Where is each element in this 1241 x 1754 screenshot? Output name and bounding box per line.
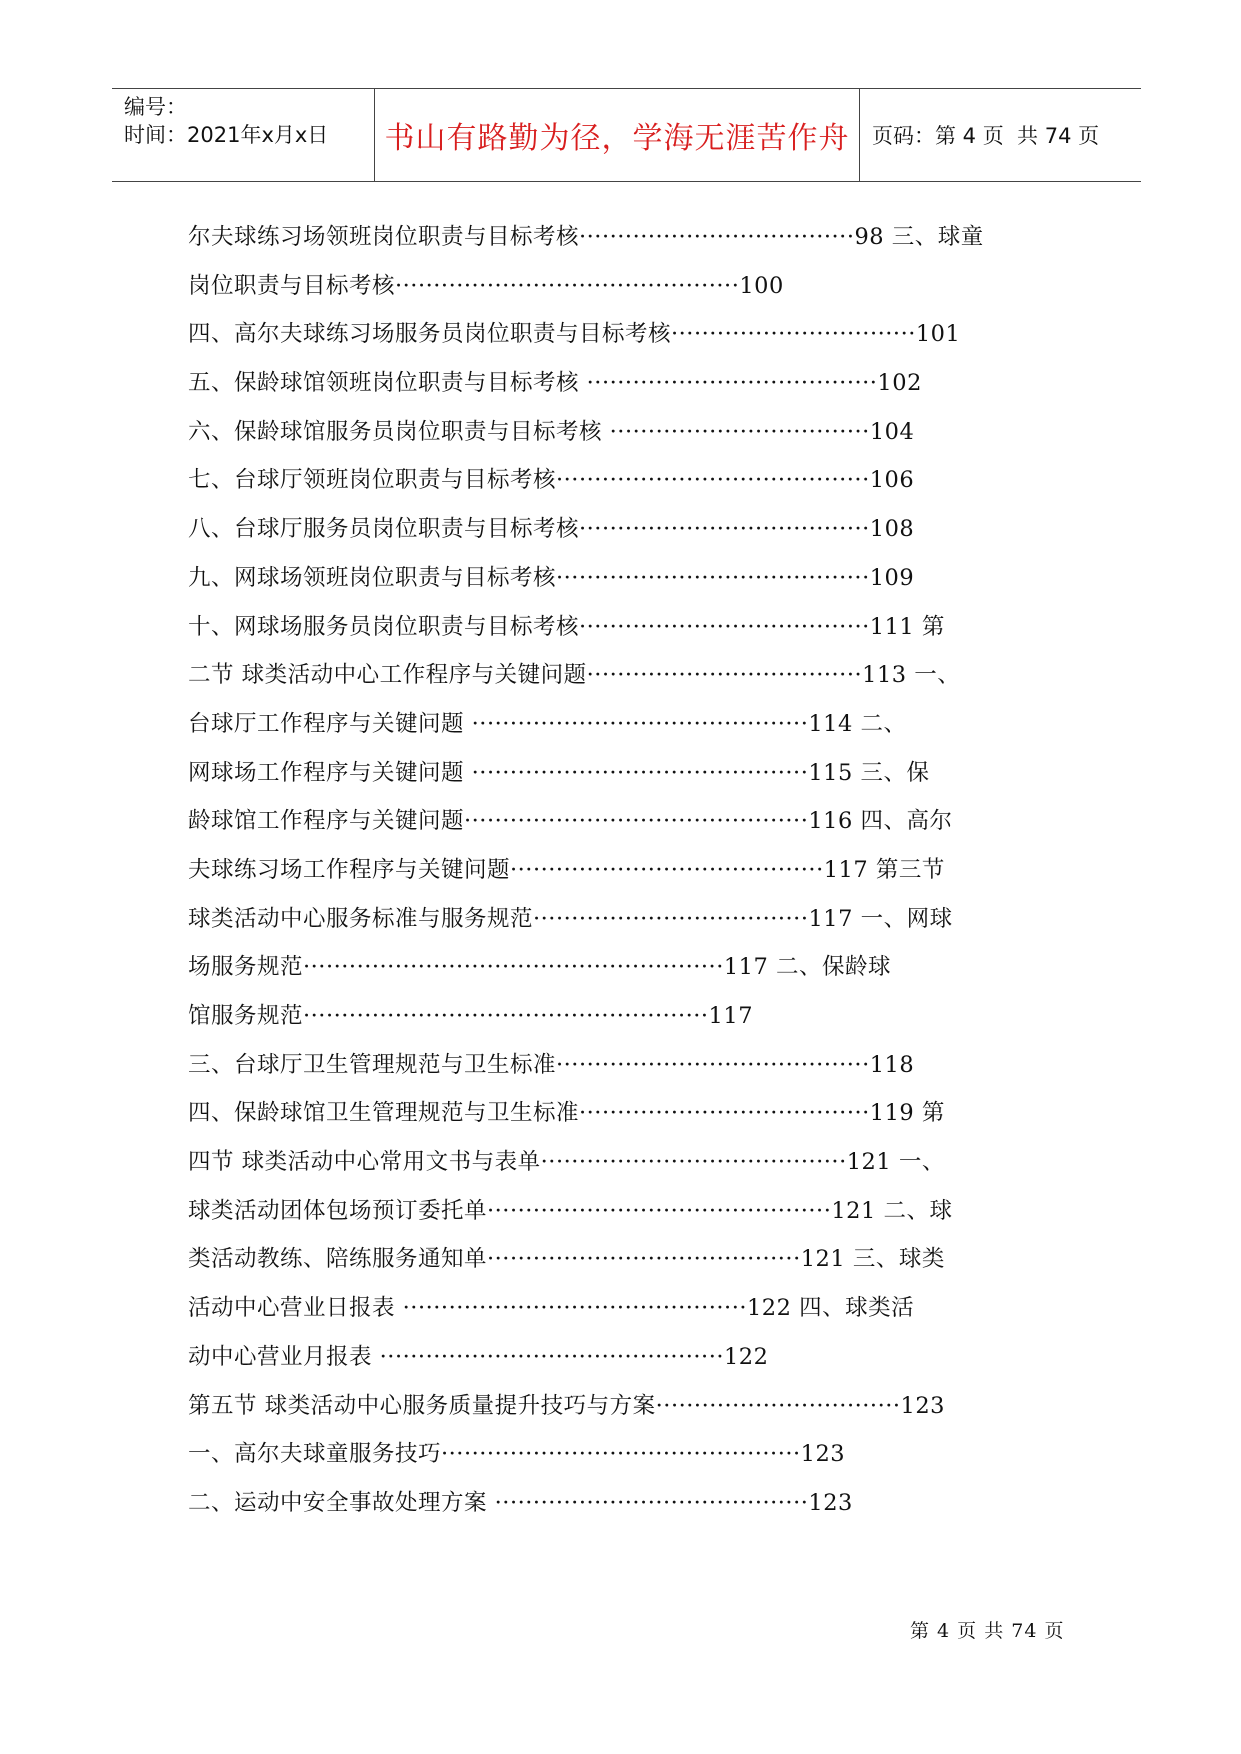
doc-number-label: 编号： bbox=[124, 95, 187, 119]
document-header bbox=[112, 88, 1141, 182]
header-meta bbox=[112, 89, 374, 181]
toc-entry[interactable]: 五、保龄球馆领班岗位职责与目标考核 ······································102 bbox=[188, 370, 922, 397]
toc-entry[interactable]: 七、台球厅领班岗位职责与目标考核·········································106 bbox=[188, 467, 915, 494]
toc-entry[interactable]: 类活动教练、陪练服务通知单·········································121 三、球类 bbox=[188, 1246, 945, 1273]
toc-entry[interactable]: 球类活动团体包场预订委托单·············································121 二、球 bbox=[188, 1197, 953, 1224]
toc-entry[interactable]: 尔夫球练习场领班岗位职责与目标考核····································98 三、球童 bbox=[188, 224, 984, 250]
toc-entry[interactable]: 台球厅工作程序与关键问题 ············································114 二、 bbox=[188, 710, 907, 737]
toc-entry[interactable]: 网球场工作程序与关键问题 ············································115 三、保 bbox=[188, 759, 930, 786]
toc-entry[interactable]: 岗位职责与目标考核·············································100 bbox=[188, 272, 784, 299]
footer-page-number: 第 4 页 共 74 页 bbox=[910, 1620, 1065, 1642]
toc-entry[interactable]: 活动中心营业日报表 ·············································122 四、球类活 bbox=[188, 1295, 915, 1322]
toc-entry[interactable]: 二节 球类活动中心工作程序与关键问题····································113 一、 bbox=[188, 662, 961, 689]
toc-entry[interactable]: 四、高尔夫球练习场服务员岗位职责与目标考核································101 bbox=[188, 321, 961, 348]
toc-entry[interactable]: 六、保龄球馆服务员岗位职责与目标考核 ··································104 bbox=[188, 418, 915, 445]
toc-entry[interactable]: 八、台球厅服务员岗位职责与目标考核······································108 bbox=[188, 516, 915, 543]
toc-entry[interactable]: 四、保龄球馆卫生管理规范与卫生标准······································119 第 bbox=[188, 1100, 945, 1127]
header-page-info bbox=[860, 89, 1141, 181]
toc-entry[interactable]: 二、运动中安全事故处理方案 ·········································123 bbox=[188, 1489, 853, 1516]
toc-entry[interactable]: 三、台球厅卫生管理规范与卫生标准·········································118 bbox=[188, 1051, 915, 1078]
toc-entry[interactable]: 动中心营业月报表 ·············································122 bbox=[188, 1343, 769, 1370]
toc-entry[interactable]: 十、网球场服务员岗位职责与目标考核······································111 第 bbox=[188, 613, 945, 640]
toc-entry[interactable]: 馆服务规范·····················································117 bbox=[188, 1003, 754, 1029]
doc-date-label: 时间：2021年x月x日 bbox=[124, 123, 329, 147]
header-slogan: 书山有路勤为径，学海无涯苦作舟 bbox=[374, 89, 860, 181]
header-page-label: 页码：第 4 页 共 74 页 bbox=[872, 124, 1100, 148]
table-of-contents bbox=[188, 213, 1068, 1528]
toc-entry[interactable]: 九、网球场领班岗位职责与目标考核·········································109 bbox=[188, 564, 915, 591]
toc-entry[interactable]: 场服务规范·······················································117 二、保龄球 bbox=[188, 954, 891, 981]
toc-entry[interactable]: 四节 球类活动中心常用文书与表单········································121 一、 bbox=[188, 1149, 945, 1176]
toc-entry[interactable]: 一、高尔夫球童服务技巧···············································123 bbox=[188, 1441, 846, 1468]
toc-entry[interactable]: 夫球练习场工作程序与关键问题·········································117 第三节 bbox=[188, 856, 945, 883]
toc-entry[interactable]: 球类活动中心服务标准与服务规范····································117 一、网球 bbox=[188, 905, 953, 932]
toc-entry[interactable]: 第五节 球类活动中心服务质量提升技巧与方案································123 bbox=[188, 1392, 945, 1419]
toc-entry[interactable]: 龄球馆工作程序与关键问题·············································116 四、高尔 bbox=[188, 808, 953, 835]
